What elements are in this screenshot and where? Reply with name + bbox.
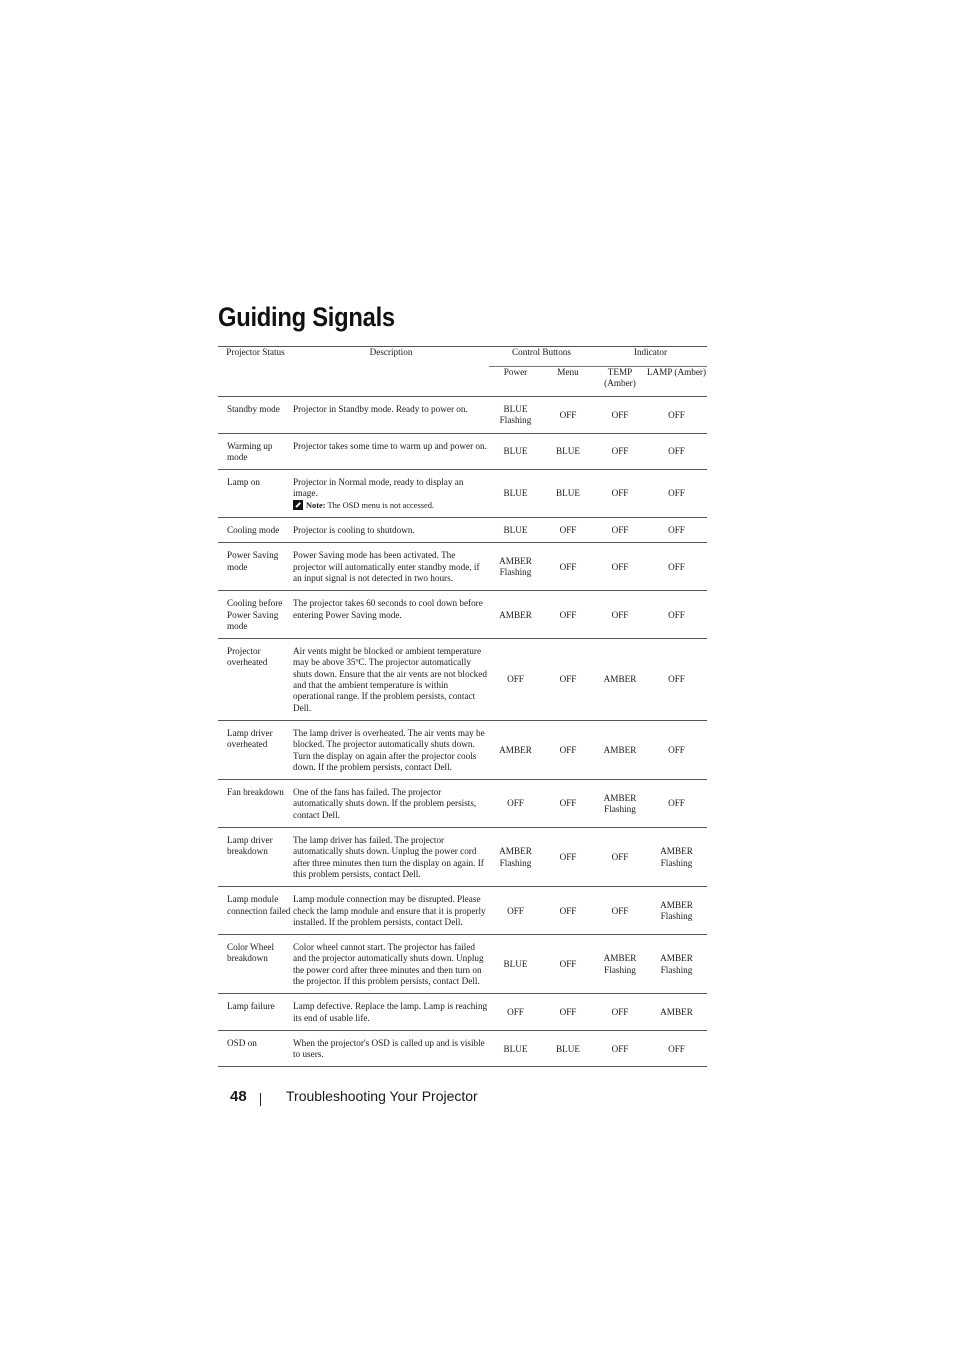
row-power: OFF xyxy=(489,994,542,1031)
note-text: The OSD menu is not accessed. xyxy=(327,500,435,510)
row-lamp: AMBER xyxy=(646,994,707,1031)
page-number: 48 xyxy=(230,1088,247,1105)
row-status: Fan breakdown xyxy=(218,780,293,828)
row-temp: OFF xyxy=(594,543,646,591)
header-control-buttons: Control Buttons xyxy=(489,347,594,367)
row-status: Lamp module connection failed xyxy=(218,887,293,935)
table-row xyxy=(218,591,707,639)
row-description: The projector takes 60 seconds to cool down before entering Power Saving mode. xyxy=(293,591,489,639)
row-description: The lamp driver has failed. The projector automatically shuts down. Unplug the power cord after three minutes then turn the display on again. If this problem persists, contact Dell. xyxy=(293,828,489,887)
header-description: Description xyxy=(293,347,489,397)
row-lamp: OFF xyxy=(646,720,707,779)
row-lamp: OFF xyxy=(646,780,707,828)
row-menu: OFF xyxy=(542,994,594,1031)
row-power: BLUE Flashing xyxy=(489,397,542,434)
row-description: One of the fans has failed. The projector automatically shuts down. If the problem persists, contact Dell. xyxy=(293,780,489,828)
table-row xyxy=(218,639,707,721)
guiding-signals-table xyxy=(218,346,707,1067)
row-description: Lamp defective. Replace the lamp. Lamp is reaching its end of usable life. xyxy=(293,994,489,1031)
row-status: Cooling mode xyxy=(218,518,293,543)
row-lamp: AMBER Flashing xyxy=(646,887,707,935)
row-lamp: OFF xyxy=(646,591,707,639)
row-menu: BLUE xyxy=(542,470,594,518)
row-status: OSD on xyxy=(218,1030,293,1067)
row-lamp: OFF xyxy=(646,1030,707,1067)
row-description: Air vents might be blocked or ambient temperature may be above 35ºC. The projector automatically shuts down. Ensure that the air vents are not blocked and that the ambient temperature is within operational range. If the problem persists, contact Dell. xyxy=(293,639,489,721)
row-power: BLUE xyxy=(489,518,542,543)
table-row xyxy=(218,397,707,434)
row-power: AMBER xyxy=(489,591,542,639)
row-temp: OFF xyxy=(594,433,646,470)
row-temp: OFF xyxy=(594,470,646,518)
row-power: BLUE xyxy=(489,935,542,994)
row-power: BLUE xyxy=(489,470,542,518)
row-power: AMBER Flashing xyxy=(489,543,542,591)
row-description: Projector is cooling to shutdown. xyxy=(293,518,489,543)
table-row xyxy=(218,994,707,1031)
row-status: Standby mode xyxy=(218,397,293,434)
row-status: Projector overheated xyxy=(218,639,293,721)
row-temp: AMBER Flashing xyxy=(594,780,646,828)
row-description: Projector in Normal mode, ready to display an image. xyxy=(293,477,464,499)
row-power: OFF xyxy=(489,887,542,935)
row-menu: OFF xyxy=(542,543,594,591)
row-description: Color wheel cannot start. The projector has failed and the projector automatically shuts down. Unplug the power cord after three minutes and then turn on the projector. If this problem persists, contact Dell. xyxy=(293,935,489,994)
row-status: Lamp on xyxy=(218,470,293,518)
page-title: Guiding Signals xyxy=(218,302,395,332)
row-lamp: OFF xyxy=(646,639,707,721)
header-indicator: Indicator xyxy=(594,347,707,367)
table-row xyxy=(218,518,707,543)
row-power: AMBER xyxy=(489,720,542,779)
row-menu: OFF xyxy=(542,720,594,779)
row-menu: OFF xyxy=(542,780,594,828)
row-temp: OFF xyxy=(594,1030,646,1067)
row-menu: BLUE xyxy=(542,433,594,470)
row-power: OFF xyxy=(489,780,542,828)
row-temp: AMBER Flashing xyxy=(594,935,646,994)
row-menu: OFF xyxy=(542,397,594,434)
row-status: Lamp driver breakdown xyxy=(218,828,293,887)
header-lamp: LAMP (Amber) xyxy=(646,367,707,377)
header-projector-status: Projector Status xyxy=(218,347,293,397)
row-description: Projector takes some time to warm up and power on. xyxy=(293,433,489,470)
table-row xyxy=(218,433,707,470)
note-label: Note: xyxy=(306,500,326,510)
row-status: Lamp failure xyxy=(218,994,293,1031)
row-menu: OFF xyxy=(542,518,594,543)
row-description: Power Saving mode has been activated. The projector will automatically enter standby mode, if an input signal is not detected in two hours. xyxy=(293,543,489,591)
row-lamp: OFF xyxy=(646,397,707,434)
row-status: Cooling before Power Saving mode xyxy=(218,591,293,639)
table-row xyxy=(218,1030,707,1067)
section-title: Troubleshooting Your Projector xyxy=(286,1088,478,1104)
row-lamp: OFF xyxy=(646,470,707,518)
row-status: Warming up mode xyxy=(218,433,293,470)
table-row xyxy=(218,828,707,887)
table-row xyxy=(218,543,707,591)
row-description: The lamp driver is overheated. The air vents may be blocked. The projector automatically shuts down. Turn the display on again after the projector cools down. If the problem persists, contact Dell. xyxy=(293,720,489,779)
row-lamp: AMBER Flashing xyxy=(646,828,707,887)
row-description-cell xyxy=(293,470,489,518)
row-power: AMBER Flashing xyxy=(489,828,542,887)
row-temp: OFF xyxy=(594,518,646,543)
table-row xyxy=(218,470,707,518)
row-temp: OFF xyxy=(594,994,646,1031)
table-row xyxy=(218,720,707,779)
table-row xyxy=(218,887,707,935)
footer-divider xyxy=(260,1093,261,1106)
row-temp: AMBER xyxy=(594,720,646,779)
note-pencil-icon xyxy=(293,500,303,510)
row-power: BLUE xyxy=(489,433,542,470)
row-description: Lamp module connection may be disrupted. Please check the lamp module and ensure that it is properly installed. If the problem persists, contact Dell. xyxy=(293,887,489,935)
header-power: Power xyxy=(503,367,528,377)
row-temp: OFF xyxy=(594,397,646,434)
row-power: BLUE xyxy=(489,1030,542,1067)
table-row xyxy=(218,780,707,828)
row-power: OFF xyxy=(489,639,542,721)
row-lamp: OFF xyxy=(646,433,707,470)
row-status: Lamp driver overheated xyxy=(218,720,293,779)
row-temp: OFF xyxy=(594,591,646,639)
row-menu: OFF xyxy=(542,828,594,887)
row-status: Color Wheel breakdown xyxy=(218,935,293,994)
row-temp: OFF xyxy=(594,887,646,935)
row-menu: OFF xyxy=(542,591,594,639)
row-menu: OFF xyxy=(542,887,594,935)
header-menu: Menu xyxy=(557,367,579,377)
row-menu: BLUE xyxy=(542,1030,594,1067)
row-lamp: OFF xyxy=(646,518,707,543)
row-description: Projector in Standby mode. Ready to power on. xyxy=(293,397,489,434)
header-temp: TEMP (Amber) xyxy=(604,367,636,389)
row-temp: OFF xyxy=(594,828,646,887)
row-menu: OFF xyxy=(542,639,594,721)
row-lamp: AMBER Flashing xyxy=(646,935,707,994)
row-lamp: OFF xyxy=(646,543,707,591)
row-temp: AMBER xyxy=(594,639,646,721)
note xyxy=(293,500,489,511)
row-description: When the projector's OSD is called up and is visible to users. xyxy=(293,1030,489,1067)
table-row xyxy=(218,935,707,994)
row-menu: OFF xyxy=(542,935,594,994)
row-status: Power Saving mode xyxy=(218,543,293,591)
